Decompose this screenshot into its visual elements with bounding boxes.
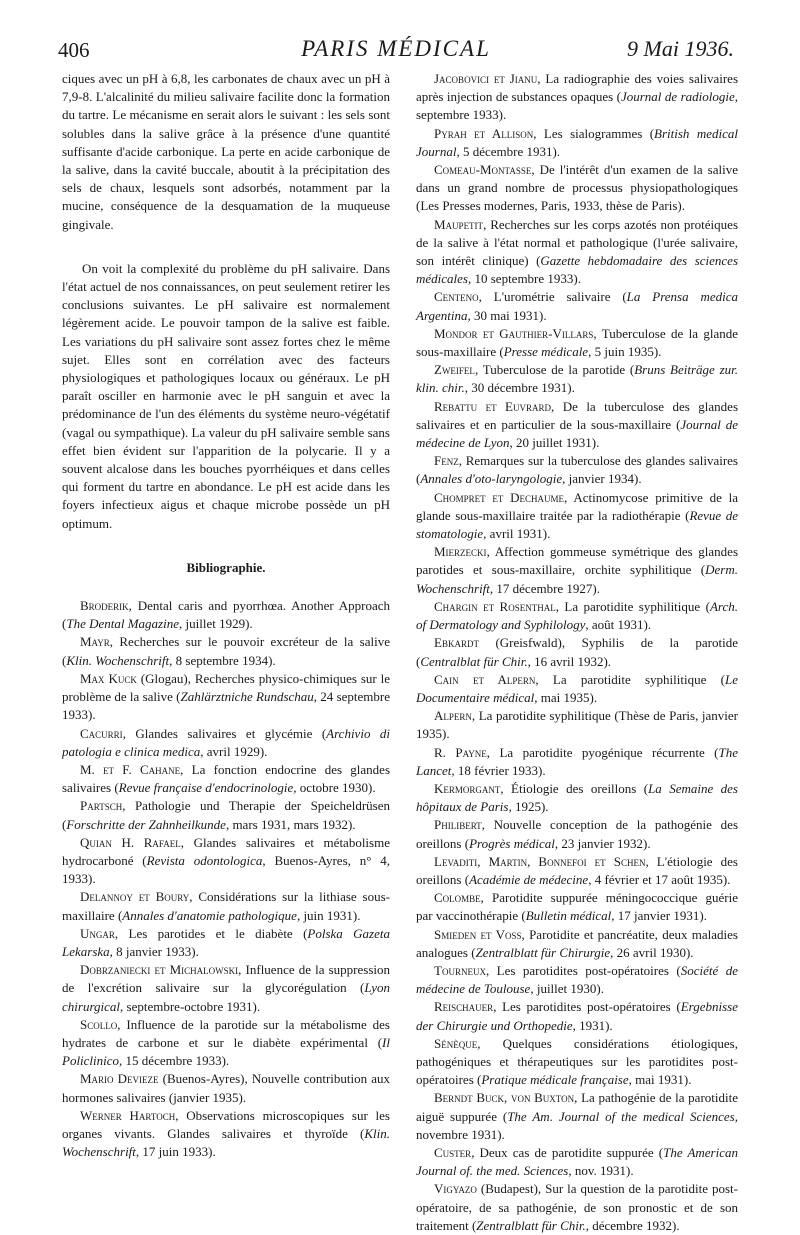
reference-source: Journal de médecine de Lyon	[416, 416, 738, 451]
reference-text: , Les sialogrammes (	[533, 125, 655, 141]
reference-source: Gazette hebdomadaire des sciences médicales	[416, 253, 738, 287]
reference-author: Levaditi, Martin, Bonnefoi et Schen	[434, 853, 646, 869]
reference-author: Ungar	[80, 925, 115, 941]
reference-end: , septembre-octobre 1931).	[120, 998, 261, 1014]
reference-entry	[416, 216, 738, 289]
reference-text: , Considérations sur la lithiase sous-maxillaire (	[62, 889, 390, 923]
reference-text: (Glogau), Recherches physico-chimiques sur le problème de la salive (	[62, 670, 391, 705]
reference-text: , La pathogénie de la parotidite aiguë suppurée (	[416, 1090, 739, 1124]
reference-end: , 5 juin 1935).	[588, 344, 662, 360]
reference-author: Rebattu et Euvrard	[434, 398, 552, 414]
reference-author: Max Kuck	[80, 670, 137, 686]
reference-source: Derm. Wochenschrift	[416, 562, 738, 596]
reference-end: , avril 1929).	[200, 743, 268, 759]
reference-text: , Recherches sur le pouvoir excréteur de la salive (	[62, 634, 390, 668]
reference-text: , Nouvelle conception de la pathogénie des oreillons (	[416, 817, 738, 851]
reference-source: Presse médicale	[503, 344, 589, 360]
reference-author: Vigyazo	[434, 1181, 477, 1197]
reference-source: La Semaine des hôpitaux de Paris	[416, 780, 738, 815]
running-header	[58, 36, 734, 66]
reference-entry	[416, 398, 738, 453]
reference-entry	[416, 1089, 738, 1144]
reference-entry	[416, 634, 738, 670]
reference-author: Mario Devieze	[80, 1071, 159, 1087]
bibliography-heading: Bibliographie.	[186, 559, 266, 575]
reference-source: Revue française d'endocrinologie	[118, 780, 294, 796]
reference-text: , La parotidite syphilitique (Thèse de Paris, janvier 1935).	[416, 708, 738, 742]
reference-end: , nov. 1931).	[568, 1163, 634, 1179]
reference-entry	[416, 889, 738, 925]
reference-text: , Les parotidites post-opératoires (	[485, 962, 681, 978]
reference-end: , 23 janvier 1932).	[554, 835, 651, 851]
reference-source: Revue de stomatologie	[416, 507, 739, 542]
reference-end: , mai 1931).	[628, 1072, 692, 1088]
reference-text: , Pathologie und Therapie der Speicheldrüsen (	[62, 798, 390, 832]
reference-entry	[416, 1144, 738, 1180]
reference-author: Pyrah et Allison	[434, 125, 534, 141]
reference-entry	[62, 888, 390, 924]
reference-end: , 30 décembre 1931).	[464, 380, 575, 396]
reference-source: Pratique médicale française	[481, 1072, 629, 1088]
reference-end: , 5 décembre 1931).	[456, 143, 561, 159]
reference-end: , 17 juin 1933).	[135, 1144, 216, 1160]
issue-date: 9 Mai 1936.	[627, 36, 734, 61]
reference-source: The Dental Magazine	[66, 616, 179, 632]
reference-author: Delannoy et Boury	[80, 889, 190, 905]
reference-author: Comeau-Montasse	[434, 162, 532, 178]
reference-author: Sénèque	[434, 1035, 478, 1051]
reference-author: Colombe	[434, 890, 481, 906]
reference-entry	[62, 925, 390, 961]
reference-end: , 4 février et 17 août 1935).	[588, 871, 731, 887]
reference-end: , mars 1931, mars 1932).	[225, 816, 356, 832]
reference-source: Klin. Wochenschrift	[66, 652, 170, 668]
reference-entry	[62, 633, 390, 669]
reference-text: , Deux cas de parotidite suppurée (	[471, 1144, 664, 1160]
reference-source: Polska Gazeta Lekarska	[62, 925, 390, 959]
reference-text: , Dental caris and pyorrhœa. Another Approach (	[62, 598, 390, 632]
reference-entry	[416, 962, 738, 998]
reference-text: , Influence de la suppression de l'excrétion salivaire sur la glycorégulation (	[62, 962, 391, 996]
reference-source: Centralblat für Chir.	[420, 653, 528, 669]
reference-source: Bruns Beiträge zur. klin. chir.	[416, 362, 739, 396]
reference-end: , 10 septembre 1933).	[467, 271, 581, 287]
reference-author: Centeno	[434, 289, 479, 305]
reference-end: , juillet 1929).	[179, 616, 253, 632]
reference-end: , juillet 1930).	[530, 981, 604, 997]
reference-source: La Prensa medica Argentina	[416, 289, 738, 323]
reference-author: Cacurri	[80, 725, 123, 741]
reference-source: Forschritte der Zahnheilkunde	[66, 816, 226, 832]
reference-entry	[62, 761, 390, 797]
reference-author: Werner Hartoch	[80, 1107, 176, 1123]
reference-text: , Actinomycose primitive de la glande sous-maxillaire traitée par la radiothérapie (	[416, 489, 738, 523]
reference-text: , Tuberculose de la glande sous-maxillaire (	[416, 325, 738, 360]
reference-author: R. Payne	[434, 744, 487, 760]
reference-text: , Étiologie des oreillons (	[500, 780, 649, 796]
reference-entry	[416, 598, 738, 634]
reference-end: , 20 juillet 1931).	[509, 435, 600, 451]
reference-entry	[62, 961, 390, 1016]
reference-end: , octobre 1930).	[293, 780, 376, 796]
bibliography-list-left	[62, 597, 390, 1161]
reference-text: , Glandes salivaires et glycémie (	[122, 725, 327, 741]
reference-end: , 30 mai 1931).	[467, 307, 547, 323]
reference-source: Revista odontologica	[146, 852, 263, 868]
reference-entry	[62, 670, 390, 725]
reference-source: The American Journal of. the med. Sciences	[416, 1144, 738, 1179]
left-column	[62, 70, 390, 1161]
reference-end: , janvier 1934).	[562, 471, 642, 487]
reference-text: , La radiographie des voies salivaires après injection de substances opaques (	[416, 71, 738, 105]
reference-source: Annales d'anatomie pathologique	[122, 907, 297, 923]
reference-text: , La fonction endocrine des glandes salivaires (	[62, 761, 390, 796]
reference-entry	[62, 834, 390, 889]
reference-author: Broderik	[80, 598, 129, 614]
reference-entry	[416, 361, 738, 397]
reference-source: Académie de médecine	[469, 871, 589, 887]
reference-entry	[62, 1016, 390, 1071]
reference-entry	[416, 161, 738, 216]
reference-entry	[416, 489, 738, 544]
reference-author: Jacobovici et Jianu	[434, 71, 538, 86]
reference-entry	[62, 1070, 390, 1106]
reference-author: Quian H. Rafael	[80, 834, 181, 850]
reference-entry	[62, 797, 390, 833]
reference-author: Kermorgant	[434, 780, 501, 796]
reference-source: Zentralblatt für Chir.	[476, 1217, 586, 1233]
reference-entry	[416, 744, 738, 780]
reference-end: , 8 septembre 1934).	[169, 652, 276, 668]
reference-source: Le Documentaire médical	[416, 671, 738, 705]
reference-entry	[416, 926, 738, 962]
reference-entry	[62, 597, 390, 633]
body-paragraph-2: On voit la complexité du problème du pH salivaire. Dans l'état actuel de nos connaissances, on peut seulement retirer les conclusions suivantes. Le pH salivaire est normalement légèrement acide. Le pouvoir tampon de la salive est faible. Les variations du pH salivaire sont assez fortes chez le même sujet. Elles sont en corrélation avec des facteurs physiologiques et pathologiques locaux ou généraux. Le pH paraît osciller en harmonie avec le pH sanguin et avec la prédominance de l'un des éléments du système neuro-végétatif (vagal ou sympathique). La valeur du pH salivaire semble sans effet bien évident sur l'apparition de la polycarie. Il y a souvent alcalose dans les bouches pyorrhéiques et dans celles qui forment du tartre en abondance. Le pH est acide dans les foyers infectieux aigus et chaque microbe possède un pH optimum.	[62, 260, 390, 531]
reference-author: Mierzecki	[434, 544, 487, 560]
reference-end: , décembre 1932).	[585, 1217, 680, 1233]
reference-source: The Lancet	[416, 744, 738, 778]
reference-author: Alpern	[434, 708, 472, 724]
reference-author: Chompret et Dechaume	[434, 489, 565, 505]
reference-author: Dobrzaniecki et Michalowski	[80, 962, 239, 978]
bibliography-list-right	[416, 70, 738, 1235]
reference-text: , Affection gommeuse symétrique des glandes parotides et sous-maxillaire, orchite syphilitique (	[416, 544, 738, 578]
reference-end: , 15 décembre 1933).	[119, 1053, 230, 1069]
reference-source: Klin. Wochenschrift	[62, 1125, 390, 1160]
reference-source: Archivio di patologia e clinica medica	[62, 725, 390, 759]
reference-source: Zentralblatt für Chirurgie	[475, 944, 611, 960]
reference-author: Smieden et Voss	[434, 926, 522, 942]
reference-source: Journal de radiologie	[620, 89, 735, 105]
reference-text: , Quelques considérations étiologiques, pathogéniques et thérapeutiques sur les parotidites post-opératoires (	[416, 1035, 738, 1088]
reference-end: , 1925).	[508, 799, 549, 815]
reference-author: Fenz	[434, 453, 459, 469]
reference-end: , 17 janvier 1931).	[611, 908, 707, 924]
reference-end: , 16 avril 1932).	[527, 653, 612, 669]
reference-author: Mondor et Gauthier-Villars	[434, 325, 594, 341]
body-paragraph-1: ciques avec un pH à 6,8, les carbonates de chaux avec un pH à 7,9-8. L'alcalinité du milieu salivaire facilite donc la formation du tartre. Le mécanisme en serait alors le suivant : les sels sont solubles dans la salive grâce à la présence d'une quantité suffisante d'acide carbonique. La perte en acide carbonique de la salive, dans la cavité buccale, aboutit à la précipitation des sels de chaux, lesquels sont adsorbés, notamment par la mucine, conséquence de la desquamation de la muqueuse gingivale.	[62, 71, 390, 232]
reference-end: , juin 1931).	[296, 907, 361, 923]
reference-author: Berndt Buck, von Buxton	[434, 1090, 575, 1106]
reference-end: , 24 septembre 1933).	[62, 689, 391, 723]
reference-entry	[416, 707, 738, 743]
reference-author: Chargin et Rosenthal	[434, 598, 556, 614]
reference-entry	[416, 998, 738, 1034]
reference-author: Tourneux	[434, 962, 486, 978]
reference-text: , De l'intérêt d'un examen de la salive dans un grand nombre de processus physiopathologiques (Les Presses modernes, Paris, 1933, thèse de Paris).	[416, 162, 738, 214]
reference-entry	[416, 288, 738, 324]
reference-text: (Budapest), Sur la question de la parotidite post-opératoire, de sa pathogénie, de son pronostic et de son traitement (	[416, 1181, 738, 1233]
reference-end: , avril 1931).	[483, 526, 551, 542]
reference-entry	[416, 70, 738, 125]
reference-source: Progrès médical	[469, 835, 555, 851]
reference-end: , 18 février 1933).	[451, 762, 546, 778]
reference-text: , La parotidite syphilitique (	[555, 598, 710, 614]
reference-text: , Remarques sur la tuberculose des glandes salivaires (	[416, 453, 738, 487]
reference-entry	[416, 452, 738, 488]
reference-entry	[416, 543, 738, 598]
reference-source: Zahlärztniche Rundschau	[180, 689, 314, 705]
reference-entry	[416, 671, 738, 707]
reference-text: , L'urométrie salivaire (	[478, 289, 627, 305]
reference-source: The Am. Journal of the medical Sciences	[507, 1108, 735, 1124]
reference-text: (Buenos-Ayres), Nouvelle contribution aux hormones salivaires (janvier 1935).	[62, 1071, 391, 1105]
reference-entry	[416, 853, 738, 889]
reference-text: , Parotidite et pancréatite, deux maladies analogues (	[416, 926, 738, 960]
reference-source: Il Policlinico	[62, 1034, 390, 1069]
reference-end: , septembre 1933).	[416, 89, 738, 123]
reference-text: , La parotidite syphilitique (	[535, 671, 725, 687]
right-column	[416, 70, 738, 1235]
reference-text: , De la tuberculose des glandes salivaires et en particulier de la sous-maxillaire (	[416, 398, 738, 432]
reference-source: Lyon chirurgical	[62, 980, 390, 1014]
reference-entry	[416, 125, 738, 161]
reference-text: , Les parotides et le diabète (	[114, 925, 308, 941]
reference-source: Bulletin médical	[525, 908, 612, 924]
reference-source: Arch. of Dermatology and Syphilology	[416, 598, 738, 633]
reference-text: (Greisfwald), Syphilis de la parotide (	[416, 635, 738, 669]
reference-source: Ergebnisse der Chirurgie und Orthopedie	[416, 999, 738, 1033]
reference-text: , Glandes salivaires et métabolisme hydrocarboné (	[62, 834, 390, 868]
reference-text: , Parotidite suppurée méningococcique guérie par vaccinothérapie (	[416, 890, 738, 924]
reference-entry	[416, 780, 738, 816]
reference-entry	[416, 816, 738, 852]
reference-end: , novembre 1931).	[416, 1108, 738, 1142]
reference-end: , 8 janvier 1933).	[109, 943, 199, 959]
reference-author: Scollo	[80, 1016, 118, 1032]
reference-author: Ebkardt	[434, 635, 479, 651]
reference-author: Maupetit	[434, 216, 484, 232]
reference-author: Partsch	[80, 798, 123, 814]
reference-end: , mai 1935).	[534, 689, 598, 705]
reference-end: , août 1931).	[585, 617, 652, 633]
reference-author: Reischauer	[434, 999, 494, 1015]
reference-entry	[62, 1107, 390, 1162]
journal-title: PARIS MÉDICAL	[301, 36, 491, 61]
reference-text: , Influence de la parotide sur la métabolisme des hydrates de carbone et sur le diabète expérimental (	[62, 1016, 390, 1050]
reference-end: , 1931).	[572, 1017, 613, 1033]
reference-text: , La parotidite pyogénique récurrente (	[486, 744, 719, 760]
reference-source: Société de médecine de Toulouse	[416, 962, 738, 997]
reference-source: British medical Journal	[416, 125, 738, 159]
reference-author: Cain et Alpern	[434, 671, 536, 687]
reference-source: Annales d'oto-laryngologie	[420, 471, 563, 487]
reference-author: M. et F. Cahane	[80, 761, 181, 777]
reference-entry	[416, 1035, 738, 1090]
reference-entry	[62, 725, 390, 761]
reference-end: , 26 avril 1930).	[610, 944, 694, 960]
reference-text: , Recherches sur les corps azotés non protéiques de la salive à l'état normal et pathologique (l'urée salivaire, son intérêt clinique) (	[416, 216, 738, 269]
reference-end: , 17 décembre 1927).	[489, 580, 601, 596]
reference-text: , L'étiologie des oreillons (	[416, 853, 738, 887]
reference-entry	[416, 325, 738, 361]
reference-text: , Les parotidites post-opératoires (	[493, 999, 681, 1015]
reference-author: Mayr	[80, 634, 110, 650]
reference-author: Zweifel	[434, 362, 475, 378]
reference-author: Custer	[434, 1144, 472, 1160]
page-number: 406	[58, 38, 90, 62]
reference-entry	[416, 1180, 738, 1235]
reference-author: Philibert	[434, 817, 482, 833]
reference-end: , Buenos-Ayres, n° 4, 1933).	[62, 852, 390, 887]
reference-text: , Tuberculose de la parotide (	[474, 362, 635, 378]
reference-text: , Observations microscopiques sur les organes vivants. Glandes salivaires et thyroïde (	[62, 1107, 390, 1141]
